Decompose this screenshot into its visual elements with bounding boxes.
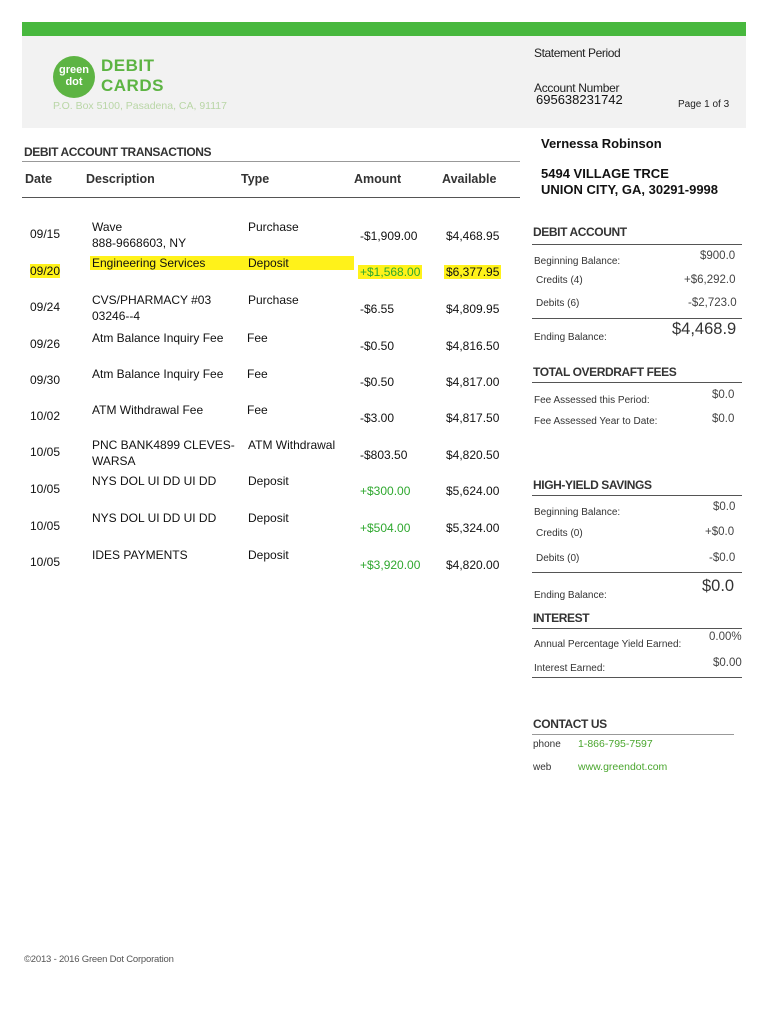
tx-amount: -$0.50: [360, 375, 395, 389]
tx-description-line2: 03246--4: [92, 309, 141, 323]
tx-description: NYS DOL UI DD UI DD: [92, 511, 217, 525]
interest-title: INTEREST: [533, 611, 590, 625]
tx-available: $4,820.00: [446, 558, 500, 572]
tx-available: $4,809.95: [446, 302, 500, 316]
contact-rule: [532, 734, 734, 735]
tx-available: $4,817.00: [446, 375, 500, 389]
tx-amount: -$3.00: [360, 411, 395, 425]
transactions-title-rule: [22, 161, 520, 162]
transactions-title: DEBIT ACCOUNT TRANSACTIONS: [24, 145, 212, 159]
tx-type: Deposit: [248, 511, 289, 525]
account-summary-panel: [528, 210, 742, 710]
tx-date: 10/05: [30, 482, 61, 496]
overdraft-rule: [532, 382, 742, 383]
fee-ytd-value: $0.0: [712, 413, 735, 425]
logo-word-debit: DEBIT: [101, 56, 155, 75]
tx-description: Atm Balance Inquiry Fee: [92, 367, 224, 381]
tx-description: Engineering Services: [90, 256, 242, 270]
fee-period-value: $0.0: [712, 389, 735, 401]
tx-description: Wave: [92, 220, 123, 234]
tx-available: $5,624.00: [446, 484, 500, 498]
interest-bottom-rule: [532, 677, 742, 678]
tx-amount: +$300.00: [360, 484, 411, 498]
tx-date: 09/24: [30, 300, 61, 314]
debit-beginning-label: Beginning Balance:: [534, 256, 621, 267]
customer-street: 5494 VILLAGE TRCE: [541, 166, 669, 181]
tx-description-line2: WARSA: [92, 454, 136, 468]
tx-available: $4,817.50: [446, 411, 500, 425]
debit-account-rule: [532, 244, 742, 245]
tx-type: Fee: [247, 331, 268, 345]
tx-available: $4,468.95: [446, 229, 500, 243]
tx-type: ATM Withdrawal: [248, 438, 336, 452]
company-address: P.O. Box 5100, Pasadena, CA, 91117: [53, 100, 227, 112]
green-dot-logo: [53, 56, 95, 98]
account-number-label: Account Number: [534, 81, 620, 95]
tx-amount: +$504.00: [360, 521, 411, 535]
tx-description: ATM Withdrawal Fee: [92, 403, 204, 417]
account-number-value: 695638231742: [536, 92, 623, 107]
savings-title: HIGH-YIELD SAVINGS: [533, 478, 652, 492]
tx-description: CVS/PHARMACY #03: [92, 293, 212, 307]
logo-word-cards: CARDS: [101, 76, 164, 95]
tx-date: 10/05: [30, 519, 61, 533]
web-label: web: [533, 762, 552, 773]
debit-ending-value: $4,468.9: [672, 320, 737, 338]
tx-description: NYS DOL UI DD UI DD: [92, 474, 217, 488]
statement-period-label: Statement Period: [534, 46, 621, 60]
debit-debits-label: Debits (6): [536, 298, 580, 309]
tx-type: Deposit: [248, 474, 289, 488]
tx-available: $4,820.50: [446, 448, 500, 462]
website-link[interactable]: www.greendot.com: [578, 761, 668, 773]
col-type: Type: [241, 172, 270, 186]
transactions-header-rule: [22, 197, 520, 198]
tx-date: 09/26: [30, 337, 61, 351]
tx-description-line2: 888-9668603, NY: [92, 236, 187, 250]
debit-ending-rule: [532, 318, 742, 319]
interest-earned-value: $0.00: [713, 657, 742, 669]
tx-date: 10/05: [30, 555, 61, 569]
tx-date: 09/30: [30, 373, 61, 387]
tx-amount: -$0.50: [360, 339, 395, 353]
savings-ending-label: Ending Balance:: [534, 590, 607, 601]
copyright: ©2013 - 2016 Green Dot Corporation: [24, 954, 174, 965]
savings-credits-label: Credits (0): [536, 528, 583, 539]
debit-debits-value: -$2,723.0: [688, 297, 737, 309]
tx-amount: -$6.55: [360, 302, 395, 316]
fee-period-label: Fee Assessed this Period:: [534, 395, 650, 406]
top-accent-bar: [22, 22, 746, 36]
savings-ending-value: $0.0: [702, 577, 735, 595]
phone-link[interactable]: 1-866-795-7597: [578, 738, 653, 750]
col-available: Available: [442, 172, 497, 186]
tx-amount: +$3,920.00: [360, 558, 421, 572]
debit-beginning-value: $900.0: [700, 250, 736, 262]
debit-credits-label: Credits (4): [536, 275, 583, 286]
phone-label: phone: [533, 739, 561, 750]
tx-description: IDES PAYMENTS: [92, 548, 188, 562]
fee-ytd-label: Fee Assessed Year to Date:: [534, 416, 658, 427]
savings-credits-value: +$0.0: [705, 526, 735, 538]
apy-value: 0.00%: [709, 631, 742, 643]
savings-beginning-value: $0.0: [713, 501, 736, 513]
savings-debits-value: -$0.0: [709, 552, 736, 564]
col-amount: Amount: [354, 172, 402, 186]
tx-amount: -$1,909.00: [360, 229, 418, 243]
debit-ending-label: Ending Balance:: [534, 332, 607, 343]
col-description: Description: [86, 172, 155, 186]
logo-text-line1: green: [59, 64, 89, 76]
debit-account-title: DEBIT ACCOUNT: [533, 225, 627, 239]
tx-type: Purchase: [248, 293, 299, 307]
tx-type: Deposit: [248, 548, 289, 562]
savings-ending-rule: [532, 572, 742, 573]
overdraft-title: TOTAL OVERDRAFT FEES: [533, 365, 677, 379]
interest-rule: [532, 628, 742, 629]
customer-name: Vernessa Robinson: [541, 136, 662, 151]
tx-type: Deposit: [240, 256, 354, 270]
savings-rule: [532, 495, 742, 496]
tx-date: 10/05: [30, 445, 61, 459]
tx-type: Fee: [247, 367, 268, 381]
savings-beginning-label: Beginning Balance:: [534, 507, 621, 518]
savings-debits-label: Debits (0): [536, 553, 580, 564]
tx-available: $5,324.00: [446, 521, 500, 535]
tx-type: Purchase: [248, 220, 299, 234]
tx-description: Atm Balance Inquiry Fee: [92, 331, 224, 345]
debit-credits-value: +$6,292.0: [684, 274, 736, 286]
tx-available: $6,377.95: [446, 265, 500, 279]
interest-earned-label: Interest Earned:: [534, 663, 606, 674]
logo-text-line2: dot: [65, 76, 83, 88]
col-date: Date: [25, 172, 53, 186]
contact-title: CONTACT US: [533, 717, 607, 731]
customer-city: UNION CITY, GA, 30291-9998: [541, 182, 719, 197]
page-indicator: Page 1 of 3: [678, 99, 730, 110]
apy-label: Annual Percentage Yield Earned:: [534, 639, 682, 650]
tx-description: PNC BANK4899 CLEVES-: [92, 438, 235, 452]
tx-available: $4,816.50: [446, 339, 500, 353]
tx-date: 09/15: [30, 227, 61, 241]
tx-type: Fee: [247, 403, 268, 417]
tx-amount: +$1,568.00: [360, 265, 421, 279]
tx-date: 09/20: [30, 264, 61, 278]
tx-amount: -$803.50: [360, 448, 408, 462]
tx-date: 10/02: [30, 409, 61, 423]
